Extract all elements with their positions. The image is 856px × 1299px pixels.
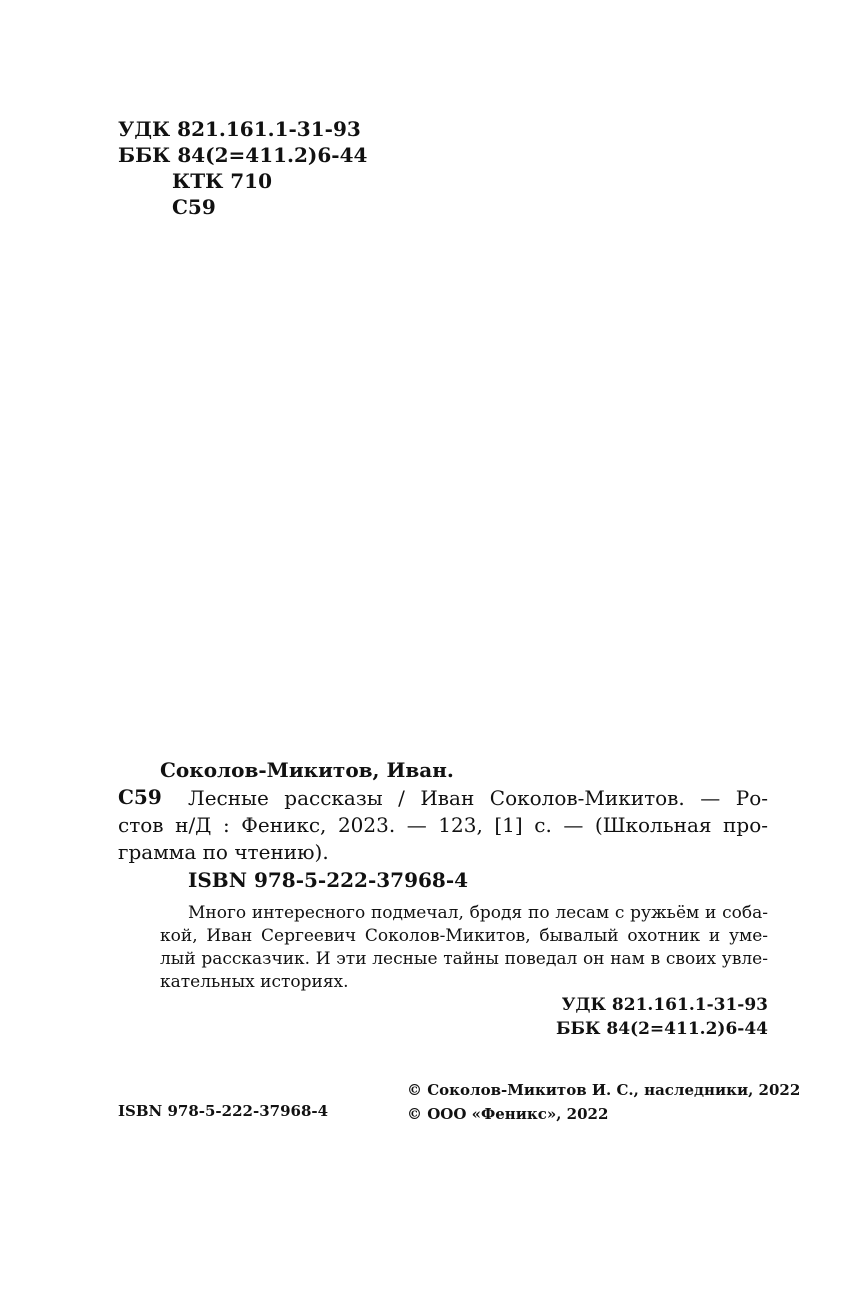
bbk-code: ББК 84(2=411.2)6-44: [555, 1019, 768, 1039]
bibliographic-description-line: грамма по чтению).: [118, 840, 329, 864]
ktk-code: КТК 710: [172, 169, 272, 193]
bbk-code: ББК 84(2=411.2)6-44: [118, 143, 368, 167]
copyright-line: © Соколов-Микитов И. С., наследники, 2022: [407, 1081, 801, 1099]
udk-code: УДК 821.161.1-31-93: [561, 995, 768, 1015]
bibliographic-description-line: стов н/Д : Феникс, 2023. — 123, [1] с. — (Школьная про-: [118, 813, 768, 837]
author-mark-code: С59: [172, 195, 216, 219]
isbn-number: ISBN 978-5-222-37968-4: [118, 1102, 329, 1120]
isbn-number: ISBN 978-5-222-37968-4: [188, 868, 469, 892]
bibliographic-description-line: Лесные рассказы / Иван Соколов-Микитов. — Ро-: [188, 786, 768, 810]
udk-code: УДК 821.161.1-31-93: [118, 117, 361, 141]
copyright-line: © ООО «Феникс», 2022: [407, 1105, 609, 1123]
author-mark-code: С59: [118, 785, 162, 809]
annotation-line: лый рассказчик. И эти лесные тайны поведал он нам в своих увле-: [160, 949, 768, 969]
annotation-line: кой, Иван Сергеевич Соколов-Микитов, бывалый охотник и уме-: [160, 926, 768, 946]
annotation-line: кательных историях.: [160, 972, 349, 992]
author-heading: Соколов-Микитов, Иван.: [160, 758, 454, 782]
annotation-line: Много интересного подмечал, бродя по лесам с ружьём и соба-: [188, 903, 768, 923]
